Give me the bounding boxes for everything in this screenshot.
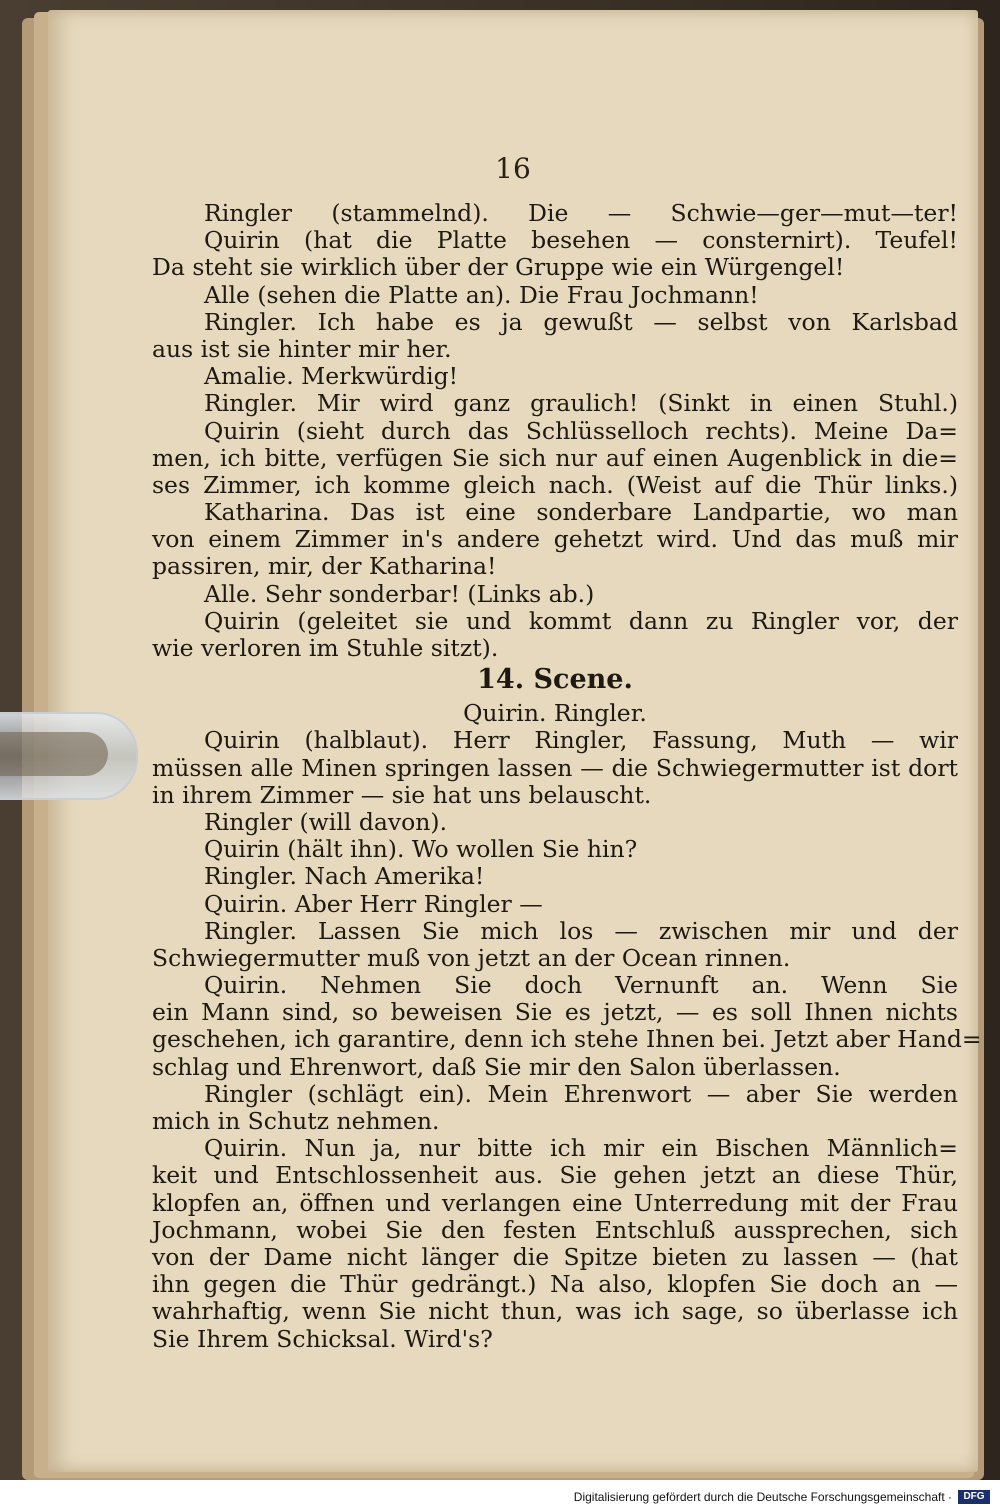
text-line: Ringler (will davon).	[204, 807, 448, 836]
text-line: keit und Entschlossenheit aus. Sie gehen jetzt an diese Thür,	[152, 1161, 958, 1190]
text-line: Alle (sehen die Platte an). Die Frau Jochmann!	[204, 280, 759, 309]
text-line: ihn gegen die Thür gedrängt.) Na also, klopfen Sie doch an —	[152, 1270, 958, 1299]
text-line: Quirin (hat die Platte besehen — consternirt). Teufel!	[204, 226, 958, 255]
text-line: Alle. Sehr sonderbar! (Links ab.)	[204, 579, 595, 608]
text-line: mich in Schutz nehmen.	[152, 1107, 440, 1135]
page-clip-inner	[0, 732, 108, 776]
text-line: Ringler. Ich habe es ja gewußt — selbst von Karlsbad	[204, 307, 958, 336]
text-line: Sie Ihrem Schicksal. Wird's?	[152, 1324, 493, 1353]
text-line: Ringler (schlägt ein). Mein Ehrenwort — aber Sie werden	[204, 1079, 958, 1108]
footer-bar	[0, 1480, 1000, 1510]
text-line: geschehen, ich garantire, denn ich stehe Ihnen bei. Jetzt aber Hand=	[152, 1025, 982, 1054]
page-clip	[0, 712, 138, 800]
text-line: klopfen an, öffnen und verlangen eine Unterredung mit der Frau	[152, 1188, 958, 1217]
text-line: passiren, mir, der Katharina!	[152, 552, 497, 581]
text-line: Quirin (hält ihn). Wo wollen Sie hin?	[204, 835, 638, 864]
text-line: ses Zimmer, ich komme gleich nach. (Weist auf die Thür links.)	[152, 470, 958, 499]
text-line: Schwiegermutter muß von jetzt an der Ocean rinnen.	[152, 943, 791, 972]
text-line: Ringler. Mir wird ganz graulich! (Sinkt in einen Stuhl.)	[204, 389, 958, 418]
scene-cast: Quirin. Ringler.	[463, 699, 647, 728]
text-line: schlag und Ehrenwort, daß Sie mir den Salon überlassen.	[152, 1052, 841, 1081]
text-line: ein Mann sind, so beweisen Sie es jetzt, — es soll Ihnen nichts	[152, 998, 958, 1027]
page-text	[152, 199, 982, 1353]
text-line: Ringler. Nach Amerika!	[204, 862, 485, 891]
text-line: wahrhaftig, wenn Sie nicht thun, was ich sage, so überlasse ich	[152, 1297, 958, 1326]
text-line: Katharina. Das ist eine sonderbare Landpartie, wo man	[204, 498, 958, 527]
footer-credit: Digitalisierung gefördert durch die Deutsche Forschungsgemeinschaft ·	[573, 1490, 952, 1504]
text-line: von der Dame nicht länger die Spitze bieten zu lassen — (hat	[152, 1242, 958, 1271]
text-line: Amalie. Merkwürdig!	[204, 362, 459, 391]
page-number: 16	[495, 152, 531, 185]
text-line: Quirin. Aber Herr Ringler —	[204, 889, 543, 918]
text-line: Quirin (halblaut). Herr Ringler, Fassung, Muth — wir	[204, 726, 958, 755]
dialogue-block-1	[152, 200, 958, 662]
text-line: Quirin. Nehmen Sie doch Vernunft an. Wenn Sie	[204, 971, 958, 1000]
text-line: Quirin (sieht durch das Schlüsselloch rechts). Meine Da=	[204, 416, 958, 445]
text-line: Da steht sie wirklich über der Gruppe wie ein Würgengel!	[152, 253, 845, 282]
text-line: men, ich bitte, verfügen Sie sich nur auf einen Augenblick in die=	[152, 443, 958, 472]
dialogue-block-2	[152, 726, 982, 1353]
text-line: in ihrem Zimmer — sie hat uns belauscht.	[152, 780, 652, 809]
text-line: müssen alle Minen springen lassen — die Schwiegermutter ist dort	[152, 753, 958, 782]
dfg-logo: DFG	[958, 1490, 990, 1504]
text-line: Jochmann, wobei Sie den festen Entschluß aussprechen, sich	[152, 1215, 958, 1244]
text-line: wie verloren im Stuhle sitzt).	[152, 634, 499, 662]
text-line: Ringler (stammelnd). Die — Schwie—ger—mut—ter!	[204, 199, 958, 227]
text-line: Quirin. Nun ja, nur bitte ich mir ein Bischen Männlich=	[204, 1134, 958, 1163]
text-line: Ringler. Lassen Sie mich los — zwischen mir und der	[204, 916, 958, 945]
text-line: aus ist sie hinter mir her.	[152, 334, 452, 363]
text-line: Quirin (geleitet sie und kommt dann zu Ringler vor, der	[204, 606, 958, 635]
scene-title: 14. Scene.	[477, 664, 633, 696]
text-line: von einem Zimmer in's andere gehetzt wird. Und das muß mir	[152, 525, 958, 554]
